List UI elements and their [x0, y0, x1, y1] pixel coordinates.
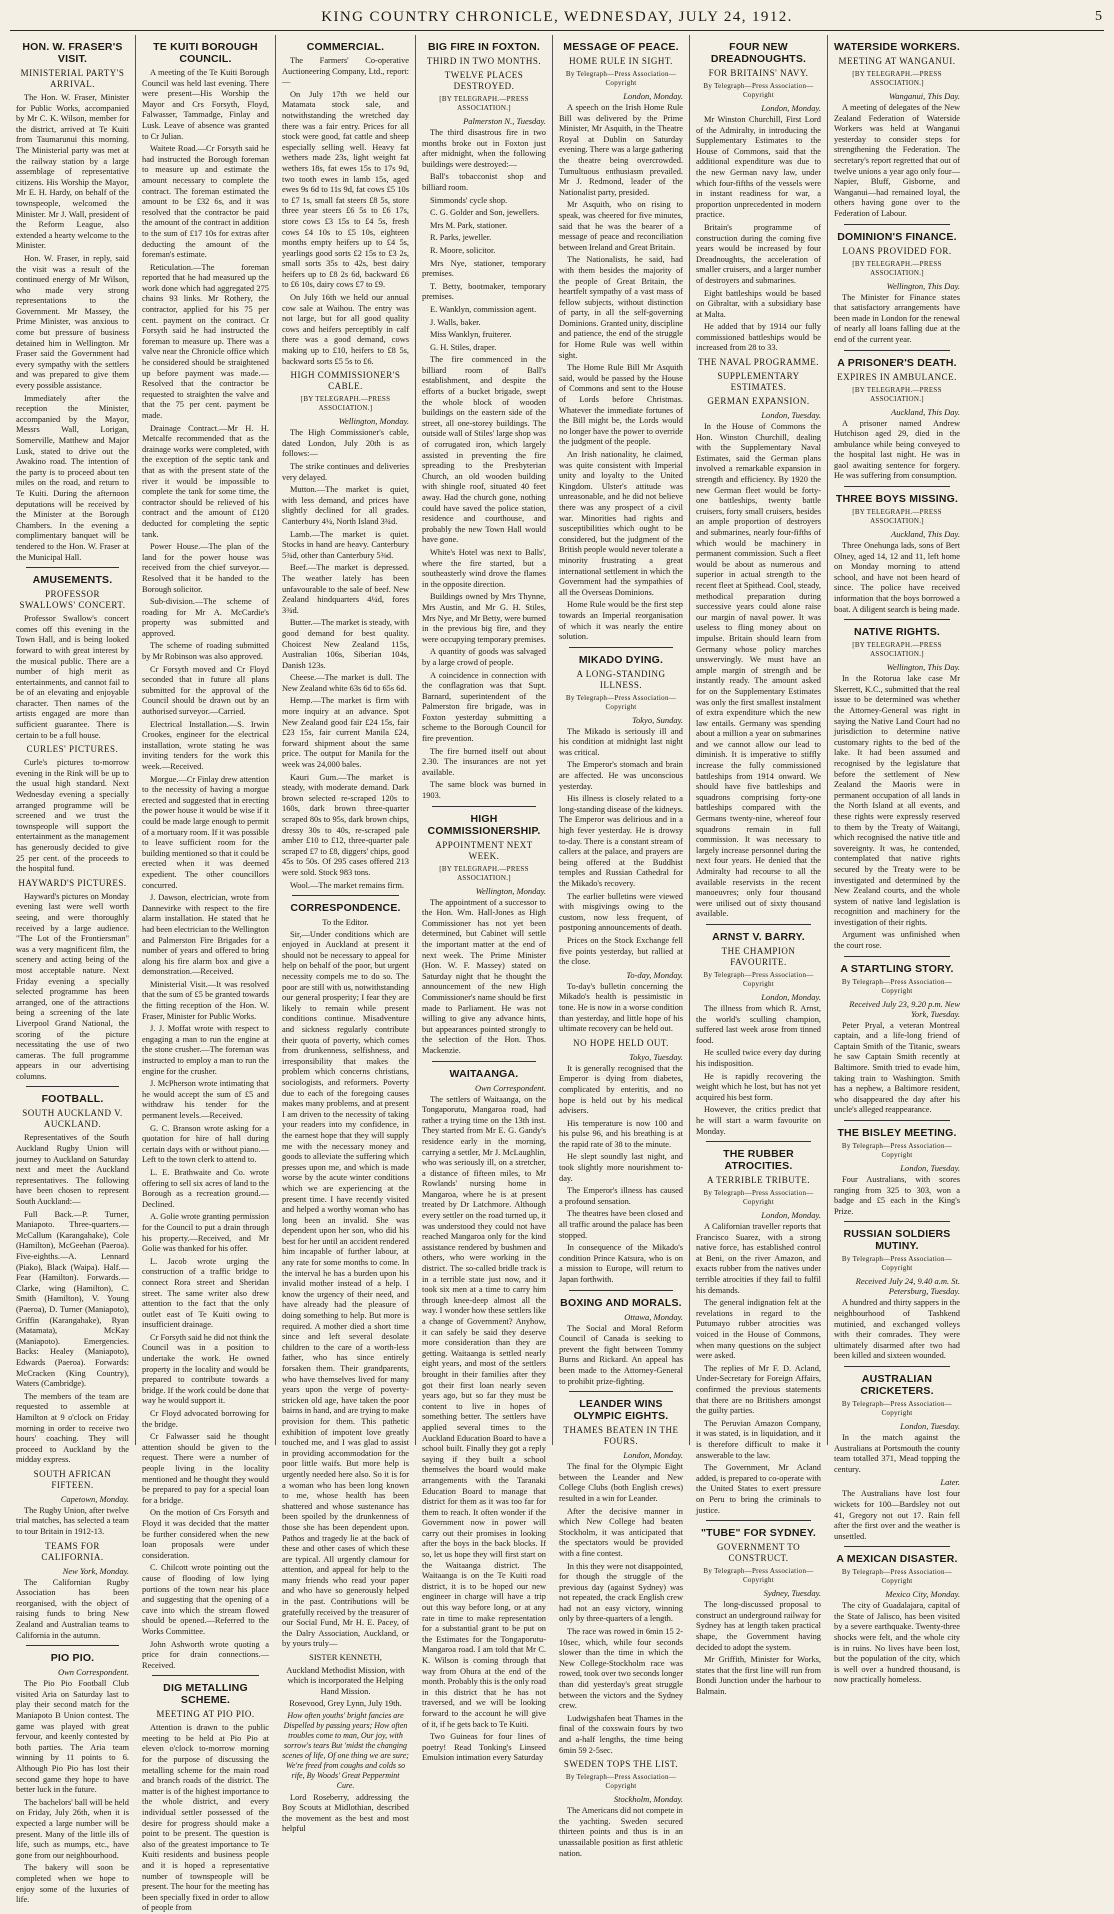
dateline: Sydney, Tuesday.	[763, 1588, 821, 1599]
article-subheadline: LOANS PROVIDED FOR.	[842, 245, 952, 256]
paragraph: Immediately after the reception the Minister, accompanied by the Mayor, Messrs Wall, Lorigan, Somerville, Matthew and Major Lusk, stated to drive out the Awakino road. The intention of the party is to proceed about ten miles on the road, and return to Te Kuiti. During the afternoon deputations will be received by the Minister at the Borough Chambers. In the evening a complimentary banquet will be tendered to the Hon. W. Fraser at the Municipal Hall.	[16, 393, 129, 562]
article-headline: ARNST V. BARRY.	[712, 930, 805, 943]
paragraph: On the motion of Crs Forsyth and Floyd it was decided that the matter be further considered when the new loan proposals were under consideration.	[142, 1508, 269, 1560]
paragraph: White's Hotel was next to Balls', where the fire started, but a southeasterly wind drove the flames in the opposite direction.	[422, 547, 546, 589]
article-headline: AMUSEMENTS.	[32, 574, 113, 587]
paragraph: Beef.—The market is depressed. The weather lately has been unfavourable to the sale of beef. New Zealand hindquarters 4¼d, fores 3¾d.	[282, 563, 409, 615]
paragraph: Wool.—The market remains firm.	[290, 880, 404, 890]
article-subheadline: NO HOPE HELD OUT.	[573, 1037, 669, 1048]
column-6	[690, 35, 828, 1696]
paragraph: The Peruvian Amazon Company, it was stated, is in liquidation, and it is therefore difficult to make it answerable to the law.	[696, 1418, 821, 1460]
paragraph: Simmonds' cycle shop.	[430, 195, 508, 205]
section-rule	[844, 1546, 950, 1547]
paragraph: Electrical Installation.—S. Irwin Crookes, engineer for the electrical installation, wrote stating he was inviting tenders for the work this week.—Received.	[142, 719, 269, 771]
wire-credit: By Telegraph—Press Association—Copyright	[565, 1773, 677, 1791]
paragraph: Mr Griffith, Minister for Works, states that the first line will run from Bondi Junction under the harbour to Balmain.	[696, 1655, 821, 1696]
article-subheadline: HIGH COMMISSIONER'S CABLE.	[290, 370, 401, 392]
paragraph: The third disastrous fire in two months broke out in Foxton just after midnight, when the following buildings were destroyed:—	[422, 128, 546, 169]
paragraph: The theatres have been closed and all traffic around the palace has been stopped.	[559, 1209, 683, 1240]
paragraph: Representatives of the South Auckland Rugby Union will journey to Auckland on Saturday next and meet the Auckland representatives. The following have been chosen to represent South Auckland:—	[16, 1133, 129, 1207]
article-headline: BOXING AND MORALS.	[560, 1296, 682, 1309]
paragraph: E. Wanklyn, commission agent.	[430, 304, 537, 314]
paragraph: An Irish nationality, he claimed, was quite consistent with Imperial unity and loyalty to the United Kingdom. Ulster's attitude was unreasonable, and he did not believe there was any prospect of a civil war. Minorities had rights and susceptibilities which ought to be considered, but the judgment of the British people would never tolerate a minority frustrating a great international settlement in which the Government had the sympathies of all the Overseas Dominions.	[559, 450, 683, 597]
paragraph: He sculled twice every day during his indisposition.	[696, 1048, 821, 1068]
paragraph: Curle's pictures to-morrow evening in the Rink will be up to the usual high standard. Next Wednesday evening a specially arranged programme will be screened and we trust the townspeople will support the entertainment as the management has generously decided to give 25 per cent. of the proceeds to the hospital fund.	[16, 758, 129, 874]
article-headline: LEANDER WINS OLYMPIC EIGHTS.	[573, 1398, 669, 1423]
paragraph: Reticulation.—The foreman reported that he had measured up the work done which had aggregated 275 chains 93 links. Mr Rothery, the contractor, applied for his 75 per cent. payment on the contract. Cr Forsyth said he had instructed the foreman to measure up. There was a valve near the Chronicle office which he considered should be straightened up before payment was made.—Resolved that the contractor be requested to straighten the valve and that the 75 per cent. payment be made.	[142, 262, 269, 420]
paragraph: The illness from which R. Arnst, the world's sculling champion, suffered last week arose from tinned food.	[696, 1003, 821, 1045]
paragraph: Prices on the Stock Exchange fell five points yesterday, but rallied at the close.	[559, 935, 683, 967]
paragraph: The scheme of roading submitted by Mr Robinson was also approved.	[142, 641, 269, 662]
paragraph: C. G. Golder and Son, jewellers.	[430, 208, 540, 218]
paragraph: The race was rowed in 6min 15 2-10sec, which, while four seconds slower than the time in which the New College-Stockholm race was rowed, took over two seconds longer than did yesterday's great struggle between the victors and the Sydney crew.	[559, 1627, 683, 1711]
paragraph: R. Moore, solicitor.	[430, 245, 496, 255]
paragraph: J. J. Moffat wrote with respect to engaging a man to run the engine at the stone crusher.—The foreman was instructed to employ a man to run the engine for the crusher.	[142, 1024, 269, 1076]
paragraph: Ludwigshafen beat Thames in the final of the coxswain fours by two and a-half lengths, the time being 6min 59 2-5sec.	[559, 1713, 683, 1755]
column-5	[553, 35, 690, 1858]
section-rule	[844, 224, 950, 225]
section-rule	[844, 1221, 950, 1222]
paragraph: A Californian traveller reports that Francisco Suarez, with a strong native force, has established control at Beni, on the river Amazon, and exacts rubber from the natives under terrible atrocities if they fail to fulfil his demands.	[696, 1222, 821, 1295]
paragraph: Home Rule would be the first step towards an Imperial reorganisation of which it was nearly the entire solution.	[559, 600, 683, 642]
column-3	[276, 35, 416, 1834]
paragraph: Power House.—The plan of the land for the power house was received from the chief surveyor.—Resolved that it be handed to the Borough solicitor.	[142, 542, 269, 594]
paragraph: G. C. Branson wrote asking for a quotation for hire of hall during certain days with or without piano.—Left to the town clerk to attend to.	[142, 1123, 269, 1165]
paragraph: J. Dawson, electrician, wrote from Dannevirke with respect to the fire alarm installation. He stated that he had been electrician to the Wellington and Palmerston Fire Brigades for a number of years and offered to bring along his fire alarm box and give a demonstration.—Received.	[142, 893, 269, 977]
dateline: New York, Monday.	[62, 1565, 129, 1576]
paragraph: The Farmers' Co-operative Auctioneering Company, Ltd., report:—	[282, 56, 409, 87]
paragraph: The earlier bulletins were viewed with misgivings owing to the custom, now less frequent, of postponing announcements of death.	[559, 891, 683, 933]
paragraph: A speech on the Irish Home Rule Bill was delivered by the Prime Minister, Mr Asquith, in the Theatre Royal at Dublin on Saturday evening. There was a large gathering the theatre being overcrowded. Tumultuous enthusiasm prevailed. Mr J. Redmond, leader of the Nationalist party, presided.	[559, 103, 683, 197]
dateline: London, Monday.	[761, 103, 821, 113]
section-rule	[844, 350, 950, 351]
centered-line: To the Editor.	[322, 917, 369, 928]
dateline: Tokyo, Sunday.	[632, 714, 683, 725]
paragraph: A coincidence in connection with the conflagration was that Supt. Barnard, superintendent of the Palmerston fire brigade, was in Foxton yesterday submitting a scheme to the Borough Council for fire prevention.	[422, 670, 546, 744]
wire-credit: By Telegraph—Press Association—Copyright	[841, 1255, 953, 1273]
wire-credit: [BY TELEGRAPH.—PRESS ASSOCIATION.]	[852, 508, 942, 526]
section-rule	[706, 1520, 811, 1521]
paragraph: Ministerial Visit.—It was resolved that the sum of £5 be granted towards the fitting reception of the Hon. W. Fraser, Minister for Public Works.	[142, 979, 269, 1021]
dateline: Auckland, This Day.	[891, 529, 960, 540]
paragraph: The same block was burned in 1903.	[422, 780, 546, 801]
article-headline: THE BISLEY MEETING.	[837, 1127, 957, 1139]
section-rule	[26, 1086, 119, 1087]
paragraph: On July 17th we held our Matamata stock sale, and notwithstanding the wretched day there was a fair entry. Prices for all stock were good, fat cattle and sheep especially selling well. Heavy fat wethers made 23s, light weight fat wethers 18s, fat ewes 15s to 17s 9d, two tooth ewes in lamb 15s, aged ewes 9s 6d to 11s 9d, fat cows £5 10s to £7 1s, small fat steers £8 5s, store three year steers £6 5s to £6 17s, store cows £3 15s to £4 5s, fresh cows £4 10s to £5 10s, eighteen months empty heifers up to £4 5s, yearlings good sorts £2 15s to £3 2s, small sorts 35s to 42s, best dairy heifers up to £8 2s 6d, backward £6 to £6 10s, dairy cows £7 to £9.	[282, 89, 409, 290]
article-headline: HON. W. FRASER'S VISIT.	[22, 41, 123, 65]
article-subheadline: APPOINTMENT NEXT WEEK.	[435, 839, 533, 861]
article-subheadline: THE NAVAL PROGRAMME.	[697, 357, 820, 368]
paragraph: The fire burned itself out about 2.30. The insurances are not yet available.	[422, 746, 546, 777]
dateline: London, Monday.	[761, 991, 821, 1002]
paragraph: The replies of Mr F. D. Acland, Under-Secretary for Foreign Affairs, confirmed the previous statements that there are no Britishers amongst the guilty parties.	[696, 1363, 821, 1416]
paragraph: Argument was unfinished when the court rose.	[834, 930, 960, 951]
paragraph: A hundred and thirty sappers in the neighbourhood of Tashkend mutinied, and exchanged volleys with their comrades. They were ultimately disarmed after two had been killed and sixteen wounded.	[834, 1298, 960, 1361]
column-4	[416, 35, 553, 1763]
article-subheadline: SOUTH AUCKLAND V. AUCKLAND.	[22, 1108, 123, 1130]
paragraph: The Californian Rugby Association has been reorganised, with the object of raising funds to bring New Zealand and Australian teams to California in the autumn.	[16, 1577, 129, 1640]
paragraph: Cr Floyd advocated borrowing for the bridge.	[142, 1409, 269, 1429]
article-headline: AUSTRALIAN CRICKETERS.	[860, 1372, 934, 1397]
paragraph: John Ashworth wrote quoting a price for drain connections.—Received.	[142, 1639, 269, 1670]
paragraph: Lamb.—The market is quiet. Stocks in hand are heavy. Canterbury 5¾d, other than Canterbury 5⅜d.	[282, 529, 409, 560]
article-subheadline: A TERRIBLE TRIBUTE.	[707, 1175, 810, 1186]
paragraph: Two Guineas for four lines of poetry! Read Tonking's Linseed Emulsion intimation every Saturday	[422, 1732, 546, 1763]
paragraph: Kauri Gum.—The market is steady, with moderate demand. Dark brown selected re-scraped 120s to 160s, dark brown three-quarter scraped 80s to 95s, dark brown chips, dressy 30s to 40s, re-scraped pale amber £10 to £12, three-quarter pale scraped £7 to £8, diggers' chips, good 45s to 50s. Of 295 cases offered 213 were sold. Stock 983 tons.	[282, 772, 409, 877]
article-subheadline: GOVERNMENT TO CONSTRUCT.	[716, 1542, 801, 1564]
paragraph: In consequence of the Mikado's condition Prince Katsura, who is on a mission to Europe, will return to Japan forthwith.	[559, 1243, 683, 1284]
article-headline: THREE BOYS MISSING.	[835, 493, 959, 506]
paragraph: The appointment of a successor to the Hon. Wm. Hall-Jones as High Commissioner has not yet been determined, but Cabinet will settle the important matter at the end of next week. The Prime Minister (Hon. W. F. Massey) stated on Saturday night that he thought the announcement of the new High Commissioner's name should be first made to Parliament. He was not willing to give any advance hints, but appearances pointed strongly to the selection of the Hon. Thos. Mackenzie.	[422, 897, 546, 1055]
paragraph: R. Parks, jeweller.	[430, 233, 492, 243]
paragraph: He is rapidly recovering the weight which he lost, but has not yet acquired his best form.	[696, 1071, 821, 1102]
wire-credit: [BY TELEGRAPH.—PRESS ASSOCIATION.]	[439, 864, 529, 882]
paragraph: The Social and Moral Reform Council of Canada is seeking to prevent the fight between Tommy Burns and Rickard. An appeal has been made to the Attorney-General to prohibit prize-fighting.	[559, 1323, 683, 1386]
paragraph: A prisoner named Andrew Hutchison aged 29, died in the ambulance while being conveyed to the hospital last night. He was in gaol awaiting sentence for forgery. He was suffering from consumption.	[834, 418, 960, 481]
paragraph: The Emperor's illness has caused a profound sensation.	[559, 1186, 683, 1206]
article-subheadline: SUPPLEMENTARY ESTIMATES.	[717, 371, 800, 393]
section-rule	[26, 567, 119, 568]
dateline: Received July 23, 9.20 p.m. New York, Tuesday.	[849, 998, 960, 1019]
paragraph: Attention is drawn to the public meeting to be held at Pio Pio at eleven o'clock to-morrow morning for the purpose of discussing the metalling scheme for the main road and branch roads of the district. The matter is of the highest importance to the whole district, and every individual settler possessed of the desire for progress should make a point to be present. The question is also of the greatest importance to Te Kuiti residents and business people and it is hoped a representative number of townspeople will be present. The hour for the meeting has been specially fixed in order to allow of people from	[142, 1723, 269, 1913]
paragraph: The long-discussed proposal to construct an underground railway for Sydney has at length taken practical shape, the Government having decided to adopt the system.	[696, 1600, 821, 1652]
paragraph: A meeting of delegates of the New Zealand Federation of Waterside Workers was held at Wanganui yesterday to consider steps for strengthening the Federation. The secretary's report regretted that out of twelve unions a year ago only four—Napier, Bluff, Gisborne, and Wanganui—had remained loyal, the others having gone over to the Federation of Labour.	[834, 103, 960, 218]
paragraph: The High Commissioner's cable, dated London, July 20th is as follows:—	[282, 428, 409, 459]
section-rule	[569, 1391, 673, 1392]
paragraph: On July 16th we held our annual cow sale at Waihou. The entry was not large, but for all good quality cows and heifers perceptibly in calf there was a good demand, cows making up to £10, heifers to £8 5s, backward sorts £5 5s to £6.	[282, 293, 409, 366]
wire-credit: By Telegraph—Press Association—Copyright	[703, 970, 814, 988]
verse: How often youths' bright fancies are Dispelled by passing years; How often troubles come to man, Our joy, with sorrow's tears But 'midst the changing scenes of life, Of one thing we are sure; We're freed from coughs and colds so rife, By Woods' Great Peppermint Cure.	[282, 1710, 409, 1790]
article-headline: "TUBE" FOR SYDNEY.	[700, 1527, 817, 1540]
paragraph: Mr Asquith, who on rising to speak, was cheered for five minutes, said that he was the bearer of a message of peace and reconciliation between Ireland and Great Britain.	[559, 200, 683, 252]
dateline: Received July 24, 9.40 a.m. St. Petersburg, Tuesday.	[855, 1276, 960, 1297]
paragraph: The Mikado is seriously ill and his condition at midnight last night was critical.	[559, 726, 683, 757]
paragraph: Full Back.—P. Turner, Maniapoto. Three-quarters.—McCallum (Karangahake), Cole (Hamilton), McGeehan (Paeroa). Five-eighths.—A. Lennard (Piako), Black (Waipa). Half.—Fear (Hamilton). Forwards.—Clarke, wing (Hamilton), C. Smith (Hamilton), V. Young (Paeroa), D. Turner (Maniapoto), Griffin (Karangahake), Ryan (Matamata), McKay (Maniapoto). Emergencies. Backs: Healey (Maniapoto), Edwards (Paeroa). Forwards: McCracken (King Country), Waters (Cambridge).	[16, 1209, 129, 1389]
article-headline: FOUR NEW DREADNOUGHTS.	[710, 41, 807, 65]
article-subheadline: TWELVE PLACES DESTROYED.	[444, 70, 524, 91]
wire-credit: By Telegraph—Press Association—Copyright	[565, 693, 677, 711]
paragraph: C. Chilcott wrote pointing out the cause of flooding of low lying portions of the town near his place and suggesting that the opening of a cave into which the stream flowed should be opened.—Referred to the Works Committee.	[142, 1563, 269, 1636]
section-rule	[432, 1061, 536, 1062]
article-subheadline: FOR BRITAINS' NAVY.	[708, 68, 809, 78]
article-headline: TE KUITI BOROUGH COUNCIL.	[153, 41, 258, 65]
dateline: Later.	[940, 1477, 960, 1488]
article-subheadline: CURLES' PICTURES.	[26, 744, 119, 755]
paragraph: J. Walls, baker.	[430, 317, 481, 327]
wire-credit: [BY TELEGRAPH.—PRESS ASSOCIATION.]	[852, 259, 942, 277]
paragraph: Peter Pryal, a veteran Montreal captain, and a life-long friend of Captain Smith of the Titanic, swears he saw Captain Smith recently at Baltimore. Smith tried to evade him, taking train to Washington. Smith has a nephew, a Baltimore resident, who disappeared the day after his uncle's alleged reappearance.	[834, 1020, 960, 1115]
section-rule	[844, 1366, 950, 1367]
article-headline: BIG FIRE IN FOXTON.	[427, 41, 541, 53]
dateline: London, Tuesday.	[761, 410, 821, 421]
paragraph: Professor Swallow's concert comes off this evening in the Town Hall, and is being looked forward to with great interest by the musical public. There are a number of high merit as entertainments, and cannot fail to be of an elevating and enjoyable character. Then names of the artists engaged are more than sufficient guarantee. There is certain to be a full house.	[16, 614, 129, 740]
wire-credit: [BY TELEGRAPH.—PRESS ASSOCIATION.]	[439, 95, 529, 112]
column-2	[136, 35, 276, 1913]
dateline: Wellington, Monday.	[475, 885, 546, 896]
paragraph: Sub-division.—The scheme of roading for Mr A. McCardie's property was submitted and approved.	[142, 597, 269, 638]
wire-credit: [BY TELEGRAPH.—PRESS ASSOCIATION.]	[852, 641, 942, 659]
article-headline: MESSAGE OF PEACE.	[563, 41, 679, 53]
wire-credit: [BY TELEGRAPH.—PRESS ASSOCIATION.]	[852, 385, 942, 403]
paragraph: Miss Wanklyn, fruiterer.	[430, 330, 512, 340]
section-rule	[844, 486, 950, 487]
masthead-title: KING COUNTRY CHRONICLE, WEDNESDAY, JULY 24, 1912.	[321, 8, 793, 25]
wire-credit: [BY TELEGRAPH.—PRESS ASSOCIATION.]	[300, 395, 391, 413]
wire-credit: By Telegraph—Press Association—Copyright	[841, 1568, 953, 1586]
centered-line: Auckland Methodist Mission, with which is incorporated the Helping Hand Mission.	[286, 1664, 405, 1696]
article-subheadline: EXPIRES IN AMBULANCE.	[837, 371, 957, 382]
paragraph: Waitete Road.—Cr Forsyth said he had instructed the Borough foreman to measure up and estimate the amount necessary to complete the contract. The foreman estimated the amount to be £32 6s, and it was resolved that the contractor be paid the amount of the contract in addition to the sum of £17 10s for extras after deducting the amount of the foreman's estimate.	[142, 144, 269, 260]
section-rule	[706, 1141, 811, 1142]
paragraph: The Home Rule Bill Mr Asquith said, would be passed by the House of Commons and sent to the House of Lords before Christmas. Whatever the immediate fortunes of the Bill might be, the Lords would no longer have the power to override the judgment of the people.	[559, 363, 683, 447]
article-subheadline: THE CHAMPION FAVOURITE.	[721, 945, 796, 967]
paragraph: The Australians have lost four wickets for 100—Bardsley not out 41, Gregory not out 17. Rain fell after the first over and the weather is unsettled.	[834, 1489, 960, 1541]
paragraph: Mrs Nye, stationer, temporary premises.	[422, 258, 546, 279]
article-subheadline: MEETING AT PIO PIO.	[156, 1709, 255, 1720]
paragraph: However, the critics predict that he will start a warm favourite on Monday.	[696, 1105, 821, 1136]
paragraph: L. E. Brathwaite and Co. wrote offering to sell six acres of land to the Borough as a recreation ground.—Declined.	[142, 1167, 269, 1209]
paragraph: He added that by 1914 our fully commissioned battleships would be increased from 28 to 33.	[696, 322, 821, 353]
paragraph: His temperature is now 100 and his pulse 96, and his breathing is at the rapid rate of 38 to the minute.	[559, 1118, 683, 1149]
dateline: Wellington, This Day.	[886, 662, 960, 673]
paragraph: Cheese.—The market is dull. The New Zealand white 63s 6d to 65s 6d.	[282, 673, 409, 693]
article-headline: A STARTLING STORY.	[840, 962, 954, 975]
dateline: Auckland, This Day.	[891, 406, 960, 417]
dateline: Wellington, This Day.	[886, 280, 960, 291]
section-rule	[152, 1675, 259, 1676]
article-headline: PIO PIO.	[50, 1652, 95, 1665]
dateline: London, Monday.	[623, 91, 683, 101]
article-headline: HIGH COMMISSIONERSHIP.	[427, 812, 541, 837]
paragraph: J. McPherson wrote intimating that he would accept the sum of £5 and withdraw his tender for the permanent levels.—Received.	[142, 1079, 269, 1120]
paragraph: T. Betty, bootmaker, temporary premises.	[422, 281, 546, 302]
paragraph: In the House of Commons the Hon. Winston Churchill, dealing with the Supplementary Naval Estimates, said the German plans involved a remarkable expansion in strength and efficiency. By 1920 the new German fleet would be forty-one battleships, twenty battle cruisers, forty small cruisers, besides an ample proportion of destroyers and submarines, nearly four-fifths of which would be machinery in permanent commission. Such a fleet would be about as numerous and superior in actual strength to the recent fleet at Spithead. Cool, steady, methodical preparation during successive years could alone raise our margin of naval power. It was useless to fling money about on impulse. Britain should learn from Germany whose policy marches unswervingly. We must have an ample margin of strength and be instantly ready. The amount asked for on the Supplementary Estimates was only the first smallest instalment of extra expenditure which the new law entails. Germany was spending about a million a year on submarines and we cannot allow our lead to diminish. It is imperative to stiffly increase the fully commissioned battleships from 1914 onward. We should have five battleships and squadrons comprising forty-one battleships compared with the Germans twenty-nine, whereof four squadrons remain in full commission. It was necessary to largely increase personnel during the next four years. He denied that the Admiralty had recourse to all the available reservists in the recent manoeuvres; only four thousand were utilised out of sixty thousand available.	[696, 422, 821, 919]
paragraph: Cr Falwasser said he thought attention should be given to the request. There were a number of people living in the locality mentioned and he thought they would be prepared to pay for a special loan for a bridge.	[142, 1432, 269, 1505]
paragraph: Four Australians, with scores ranging from 325 to 303, won a badge and £5 each in the King's Prize.	[834, 1175, 960, 1216]
paragraph: Ball's tobacconist shop and billiard room.	[422, 172, 546, 192]
paragraph: The Emperor's stomach and brain are affected. He was unconscious yesterday.	[559, 760, 683, 791]
article-subheadline: TEAMS FOR CALIFORNIA.	[41, 1540, 104, 1562]
article-headline: RUSSIAN SOLDIERS MUTINY.	[843, 1228, 951, 1253]
dateline: Tokyo, Tuesday.	[629, 1051, 683, 1062]
paragraph: A quantity of goods was salvaged by a large crowd of people.	[422, 647, 546, 667]
article-headline: THE RUBBER ATROCITIES.	[723, 1148, 794, 1173]
article-subheadline: PROFESSOR SWALLOWS' CONCERT.	[19, 589, 126, 611]
paragraph: Hemp.—The market is firm with more inquiry at an advance. Spot New Zealand good fair £24 15s, fair £23 15s, fair current Manila £24, forward shipment about the same price. The output for Manila for the week was 24,000 bales.	[282, 696, 409, 770]
paragraph: Britain's programme of construction during the coming five years would be increased by four Dreadnoughts, the acceleration of smaller cruisers, and a larger number of destroyers and submarines.	[696, 222, 821, 285]
paragraph: Lord Roseberry, addressing the Boy Scouts at Midlothian, described the movement as the best and most helpful	[282, 1792, 409, 1834]
paragraph: Mutton.—The market is quiet, with less demand, and prices have slightly declined for all grades. Canterbury 4¼, North Island 3¾d.	[282, 485, 409, 526]
paragraph: The settlers of Waitaanga, on the Tongaporutu, Mangaroa road, had rather a trying time on the 13th inst. They started from Mr E. G. Gandy's residence early in the morning, carrying a settler, Mr J. McLaughlin, who was seriously ill, on a stretcher, a distance of fifteen miles, to Mr Rowlands' nursing home in Mangaroa, where he is at present treated by Dr Latchmore. Although every settler on the road turned up, it was understood they could not have reached Mangaroa only for the kind assistance rendered by bushmen and others, who were working in the district. The so-called bridle track is in a terrible state just now, and it took six men at a time to carry him through knee-deep almost all the way. I wonder how these settlers like a change of Government? Anyhow, it can safely be said they deserve more consideration than they are getting. Waitaanga is settled nearly eight years, and most of the settlers brought in their families after they got their first loan nearly seven years ago, but so far they must be content to live in hopes of something better. The settlers have applied several times to the Auckland Education Board to have a school built. Finally they got a reply saying if they built a school themselves the board would make arrangements with the Taranaki Education Board to manage that district for them as it was too far for them to reach. It often wonder if the Government now in power will carry out their promises in looking after the boys in the back blocks. If so, let us hope they will first start on the Waitaanga district. The Waitaanga is on the Te Kuiti road district, it is to be hoped our new engineer in charge will have a trip out this way before long, or at any rate in time to make representation for a substantial grant to be put on the Estimates for the Tongaporutu-Mangaroa road. I am told that Mr C. K. Wilson is coming through that way from Ohura at the end of the month. Probably this is the only road in this district that he has not traversed, and we will be looking forward to the account he will give of it, if he gets back to Te Kuiti.	[422, 1094, 546, 1729]
paragraph: Buildings owned by Mrs Thynne, Mrs Austin, and Mr G. H. Stiles, Mrs Nye, and Mr Betty, were burned in the previous big fire, and they were occupying temporary premises.	[422, 592, 546, 644]
wire-credit: By Telegraph—Press Association—Copyright	[841, 1142, 953, 1159]
article-headline: WATERSIDE WORKERS.	[834, 41, 960, 53]
article-headline: DIG METALLING SCHEME.	[163, 1682, 248, 1707]
paragraph: The Hon. W. Fraser, Minister for Public Works, accompanied by Mr C. K. Wilson, member for the district, arrived at Te Kuiti from Taumarunui this morning. The Ministerial party was met at the railway station by a large assemblage of representative citizens. His Worship the Mayor, Mr E. H. Hardy, on behalf of the townspeople, welcomed the Minister. Mr J. Wall, president of the Reform League, also extended a hearty welcome to the Minister.	[16, 93, 129, 251]
dateline: Wanganui, This Day.	[888, 91, 960, 101]
paragraph: Cr Forsyth moved and Cr Floyd seconded that in future all plans submitted for the approval of the Council should be drawn out by an authorised surveyor.—Carried.	[142, 664, 269, 717]
dateline: Ottawa, Monday.	[624, 1311, 683, 1322]
article-subheadline: SWEDEN TOPS THE LIST.	[563, 1759, 679, 1770]
article-subheadline: HAYWARD'S PICTURES.	[18, 877, 127, 888]
dateline: London, Tuesday.	[900, 1163, 960, 1173]
article-headline: DOMINION'S FINANCE.	[837, 230, 957, 243]
article-headline: CORRESPONDENCE.	[290, 902, 401, 915]
paragraph: G. H. Stiles, draper.	[430, 342, 497, 352]
paragraph: Cr Forsyth said he did not think the Council was in a position to undertake the work. He owned property in the locality and would be prepared to contribute towards a bridge. If the work could be done that way he would support it.	[142, 1332, 269, 1406]
section-rule	[844, 1120, 950, 1121]
dateline: Palmerston N., Tuesday.	[463, 116, 546, 126]
paragraph: The members of the team are requested to assemble at Hamilton at 9 o'clock on Friday morning in order to receive two hours' coaching. They will proceed to Auckland by the midday express.	[16, 1391, 129, 1465]
dateline: To-day, Monday.	[626, 969, 683, 980]
column-1	[10, 35, 136, 1905]
section-rule	[432, 806, 536, 807]
paragraph: The strike continues and deliveries very delayed.	[282, 462, 409, 482]
paragraph: The bachelors' ball will be held on Friday, July 26th, when it is expected a large number will be present. Many of the little ills of life, such as mumps, etc., have gone from our neighbourhood.	[16, 1797, 129, 1860]
paragraph: It is generally recognised that the Emperor is dying from diabetes, complicated by enteritis, and no hope is held out by his medical advisers.	[559, 1063, 683, 1116]
paragraph: Mr Winston Churchill, First Lord of the Admiralty, in introducing the Supplementary Estimates to the House of Commons, said that the additional expenditure was due to the new German navy law, under which four-fifths of the vessels were in instant readiness for war, a proportion unprecedented in modern practice.	[696, 115, 821, 220]
section-rule	[26, 1645, 119, 1646]
paragraph: Hon. W. Fraser, in reply, said the visit was a result of the continued energy of Mr Wilson, who made very strong representations to the Government. Mr Massey, the Prime Minister, was anxious to come but pressure of business detained him in Wellington. Mr Fraser said the Government had every sympathy with the settlers and was prepared to give them every possible assistance.	[16, 253, 129, 391]
paragraph: L. Jacob wrote urging the construction of a traffic bridge to connect Rora street and Sheridan street. The same writer also drew attention to the fact that the only outlet east of Te Kuiti owing to insufficient drainage.	[142, 1256, 269, 1330]
paragraph: Drainage Contract.—Mr H. H. Metcalfe recommended that as the drainage works were completed, with the exception of the septic tank and that as with the present state of the river it would be impossible to complete the tank for some time, the contractor should be relieved of his contract and the amount of £120 deducted for completing the septic tank.	[142, 423, 269, 539]
paragraph: The general indignation felt at the revelations in regard to the Putumayo rubber atrocities was voiced in the House of Commons, when many questions on the subject were asked.	[696, 1298, 821, 1361]
paragraph: After the decisive manner in which New College had beaten Stockholm, it was anticipated that the spectators would be provided with a fine contest.	[559, 1506, 683, 1558]
article-headline: FOOTBALL.	[41, 1093, 104, 1106]
paragraph: He slept soundly last night, and took slightly more nourishment to-day.	[559, 1152, 683, 1183]
paragraph: To-day's bulletin concerning the Mikado's health is pessimistic in tone. He is now in a worse condition than yesterday, and little hope of his ultimate recovery can be held out.	[559, 981, 683, 1034]
article-headline: WAITAANGA.	[449, 1067, 519, 1080]
columns-container	[10, 35, 1104, 1913]
wire-credit: By Telegraph—Press Association—Copyright	[841, 977, 953, 995]
paragraph: Sir,—Under conditions which are enjoyed in Auckland at present it should not be necessary to appeal for help on behalf of the poor, but urgent necessity compels me to do so. The poor are still with us, notwithstanding our general prosperity; I fear they are likely to remain while present conditions continue. Misadventure and sickness regularly contribute their quota of poverty, which comes from drunkenness, selfishness, and irresponsibility that makes the problem which concerns christians, sociologists, and reformers. Poverty due to each of the foregoing causes makes many problems, and at present I am driven to the necessity of taking your readers into my confidence, in the earnest hope that they will supply me with the necessary money and goods to alleviate the suffering which presses upon me, and which is made worse by the acute winter conditions which we are experiencing at the present time. I have recently visited and helped a worthy woman who has long been an invalid. She was dependent upon her son, who did his best for her until an accident rendered him incapable of further labour, at any rate for some months to come. In the interval he has a burden upon his invalid mother instead of a help. I know the urgency of their need, and have already had the pleasure of doing something to help. But more is required. A mother died a short time since and left several desolate children to the care of a worth-less father, who has since entirely forsaken them. Their grandparents, who have themselves lived for many years upon the verge of poverty-stricken old age, have taken the poor bairns in hand, and are trying to make provision for them. This pathetic exhibition of impotent love greatly touched me, and I was glad to assist in providing accommodation for the poor little waifs. But more help is urgently needed here also. So it is for a woman who has been long known to me, whose health has been shattered and whose sustenance has been spoiled by the drunkenness of those she has been dependent upon. Pathos and tragedy lie at the back of these and other cases of which these are typical. All urgently clamour for attention, and appeal for help to the many friends who read your paper and who have so generously helped in the past. Contributions will be gratefully received by the treasurer of our Social Fund, Mr H. E. Pacey, of the Dalry Association, Auckland, or by yours truly—	[282, 929, 410, 1649]
page-number: 5	[1095, 9, 1102, 24]
section-rule	[569, 1290, 673, 1291]
dateline: Own Correspondent.	[58, 1667, 129, 1678]
section-rule	[569, 647, 673, 648]
article-subheadline: THAMES BEATEN IN THE FOURS.	[563, 1425, 679, 1447]
dateline: Wellington, Monday.	[338, 416, 409, 427]
wire-credit: By Telegraph—Press Association—Copyright	[703, 1567, 814, 1585]
article-subheadline: SOUTH AFRICAN FIFTEEN.	[33, 1468, 112, 1490]
article-subheadline: THIRD IN TWO MONTHS.	[426, 56, 542, 66]
wire-credit: By Telegraph—Press Association—Copyright	[841, 1399, 953, 1417]
paragraph: The Americans did not compete in the yachting. Sweden secured thirteen points and thus is in an unassailable position as first athletic nation.	[559, 1806, 683, 1858]
section-rule	[844, 619, 950, 620]
paragraph: In the Rotorua lake case Mr Skerrett, K.C., submitted that the real issue to be determined was whether the Attorney-General was right in saying the Native Land Court had no jurisdiction to determine native customary rights to the bed of the lake. It had been assumed and recognised by the legislature that before the settlement of New Zealand the Maoris were in permanent occupation of all lands in the North Island at all events, and these rights were expressly reserved to them by the Treaty of Waitangi, which recognised the native title and sovereignty. It was, he contended, contemplated that native rights secured by the Treaty were to be investigated and determined by the New Zealand courts, and the whole system of native land legislation is recognition and machinery for the investigation of their rights.	[834, 674, 960, 927]
paragraph: The Rugby Union, after twelve trial matches, has selected a team to tour Britain in 1912-13.	[16, 1505, 129, 1537]
section-rule	[844, 956, 950, 957]
paragraph: Hayward's pictures on Monday evening last were well worth seeing, and were thoroughly received by a large audience. "The Lot of the Frontiersman" was a very magnificent film, the scenery and acting being of the most acceptable nature. Next Friday evening a specially selected programme has been arranged, one of the attractions being a screening of the late Liverpool Grand National, the scoring of the picture necessitating the use of two cameras. The full programme appears in our advertising columns.	[16, 891, 129, 1081]
dateline: London, Monday.	[623, 1450, 683, 1461]
article-subheadline: GERMAN EXPANSION.	[707, 396, 810, 407]
wire-credit: By Telegraph—Press Association—Copyright	[703, 82, 814, 99]
article-subheadline: MEETING AT WANGANUI.	[838, 56, 956, 66]
article-subheadline: MINISTERIAL PARTY'S ARRIVAL.	[20, 68, 125, 89]
paragraph: Butter.—The market is steady, with good demand for best quality. Choicest New Zealand 115s, Australian 106s, Siberian 104s, Danish 123s.	[282, 618, 410, 670]
paragraph: The Nationalists, he said, had with them besides the majority of the people of Great Britain, the heartfelt sympathy of a vast mass of fellow subjects, without distinction of party, in all the self-governing Dominions. Granted unity, discipline and patience, the end of the struggle for Home Rule was well within sight.	[559, 255, 683, 360]
paragraph: The Government, Mr Acland added, is prepared to co-operate with the United States to exert pressure on Peru to bring the criminals to justice.	[696, 1463, 821, 1515]
dateline: London, Monday.	[761, 1210, 821, 1221]
article-headline: A MEXICAN DISASTER.	[836, 1553, 958, 1566]
paragraph: The city of Guadalajara, capital of the State of Jalisco, has been visited by a severe earthquake. Twenty-three shocks were felt, and the whole city is in ruins. No lives have been lost, but the population of the city, which is well over a hundred thousand, is now practically homeless.	[834, 1601, 960, 1685]
paragraph: Mrs M. Park, stationer.	[430, 220, 508, 230]
dateline: Mexico City, Monday.	[885, 1589, 960, 1600]
wire-credit: By Telegraph—Press Association—Copyright	[565, 70, 677, 87]
article-headline: NATIVE RIGHTS.	[853, 626, 941, 639]
wire-credit: By Telegraph—Press Association—Copyright	[703, 1189, 814, 1207]
article-headline: A PRISONER'S DEATH.	[837, 356, 957, 369]
paragraph: A meeting of the Te Kuiti Borough Council was held last evening. There were present—His Worship the Mayor and Crs Forsyth, Floyd, Falwasser, Tammadge, Finlay and Lusk. Leave of absence was granted to Cr Julian.	[142, 68, 269, 141]
dateline: Capetown, Monday.	[60, 1493, 129, 1504]
dateline: Stockholm, Monday.	[613, 1794, 683, 1805]
paragraph: The Minister for Finance states that satisfactory arrangements have been made in London for the renewal of nearly all loans falling due at the end of the current year.	[834, 292, 960, 344]
article-headline: MIKADO DYING.	[578, 653, 664, 666]
paragraph: The Pio Pio Football Club visited Aria on Saturday last to play their second match for the Maniapoto B Union contest. The game was played with great fervour, and keenly contested by both parties. The Aria team winning by 11 points to 6. Although Pio Pio has lost their second game they hope to have better luck in the future.	[16, 1679, 129, 1795]
article-subheadline: A LONG-STANDING ILLNESS.	[576, 668, 666, 690]
newspaper-page	[10, 0, 1104, 1913]
paragraph: In the match against the Australians at Portsmouth the county team totalled 371, Mead topping the century.	[834, 1432, 960, 1474]
centered-line: Rosevood, Grey Lynn, July 19th.	[289, 1698, 402, 1709]
paragraph: The fire commenced in the billiard room of Ball's establishment, and despite the efforts of a bucket brigade, swept the whole block of wooden buildings on the eastern side of the street, all one-storey buildings. The outside wall of Stiles' large shop was of corrugated iron, which largely assisted in preventing the fire spreading to the Presbyterian Church, an old wooden building with shingle roof, situated 40 feet away. Had the church gone, nothing could have saved the police station, residence and courthouse, and probably the new Town Hall would have gone.	[422, 355, 546, 545]
paragraph: His illness is closely related to a long-standing disease of the kidneys. The Emperor was delirious and in a high fever yesterday. He is drowsy to-day. There is a constant stream of callers at the palace, and prayers are being offered at the Buddhist temples and Russian Cathedral for the Mikado's recovery.	[559, 794, 683, 888]
column-7	[828, 35, 966, 1685]
article-headline: COMMERCIAL.	[306, 41, 385, 53]
wire-credit: [BY TELEGRAPH.—PRESS ASSOCIATION.]	[852, 70, 942, 87]
paragraph: In this they were not disappointed, for though the struggle of the previous day (against Sydney) was not repeated, the crack English crew had not an easy victory, winning only by three-quarters of a length.	[559, 1561, 683, 1624]
paragraph: Three Onehunga lads, sons of Bert Olney, aged 14, 12 and 11, left home on Monday morning to attend school, and have not been heard of since. The police have received information that the boys borrowed a boat. A diligent search is being made.	[834, 541, 960, 614]
section-rule	[706, 924, 811, 925]
paragraph: The final for the Olympic Eight between the Leander and New College Clubs (both English crews) resulted in a win for Leander.	[559, 1462, 683, 1503]
article-subheadline: HOME RULE IN SIGHT.	[569, 56, 673, 66]
dateline: London, Tuesday.	[900, 1420, 960, 1431]
centered-line: SISTER KENNETH,	[309, 1652, 382, 1663]
masthead	[10, 0, 1104, 31]
paragraph: The bakery will soon be completed when we hope to enjoy some of the luxuries of life.	[16, 1863, 129, 1905]
dateline: Own Correspondent.	[475, 1082, 546, 1093]
section-rule	[292, 895, 399, 896]
paragraph: Eight battleships would be based on Gibraltar, with a subsidiary base at Malta.	[696, 288, 821, 319]
paragraph: Morgue.—Cr Finlay drew attention to the necessity of having a morgue erected and suggested that in erecting the power house it would be wise if it could be made large enough to permit of a mortuary room. If it was possible to leave sufficient room for the building mentioned so that it could be erected when it was deemed expedient. The other councillors concurred.	[142, 774, 270, 890]
paragraph: A. Golie wrote granting permission for the Council to put a drain through his property.—Received, and Mr Golie was thanked for his offer.	[142, 1212, 269, 1254]
